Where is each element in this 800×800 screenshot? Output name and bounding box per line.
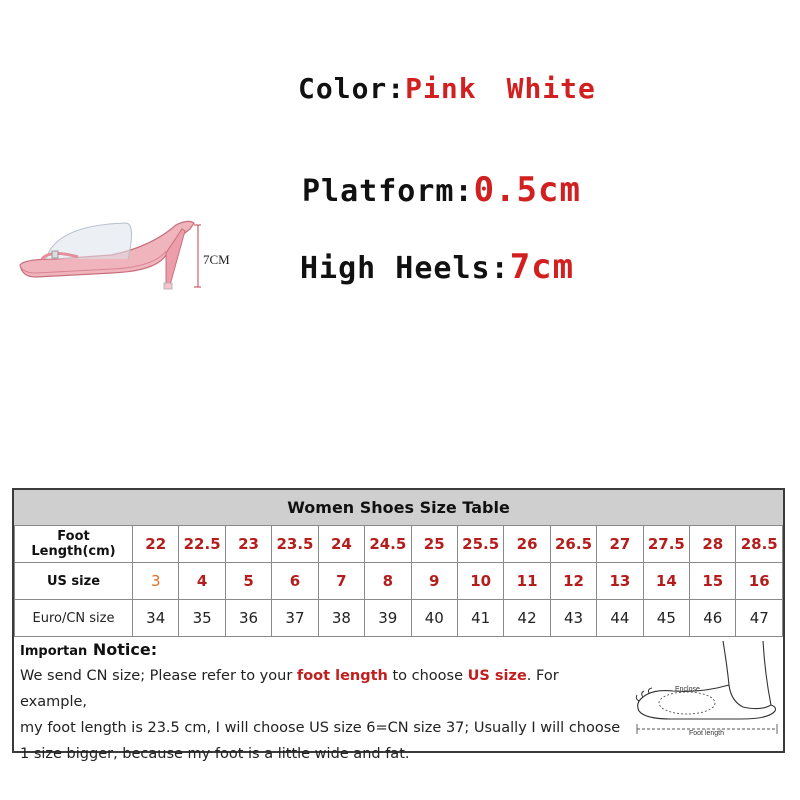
table-cell: 3 (133, 563, 179, 600)
table-cell: 23.5 (272, 526, 318, 563)
row-header: Foot Length(cm) (15, 526, 133, 563)
foot-diagram-image (631, 635, 783, 747)
table-cell: 41 (457, 600, 503, 637)
notice-line-3: 1 size bigger, because my foot is a little wide and fat. (20, 746, 410, 762)
row-header: US size (15, 563, 133, 600)
table-cell: 6 (272, 563, 318, 600)
notice-title-prefix: Importan (20, 644, 88, 659)
table-cell: 46 (690, 600, 736, 637)
table-cell: 38 (318, 600, 364, 637)
table-cell: 37 (272, 600, 318, 637)
color-value-pink: Pink (405, 72, 477, 105)
sandal-image (16, 215, 201, 295)
heel-value: 7cm (509, 247, 575, 287)
table-cell: 22.5 (179, 526, 225, 563)
table-cell: 23 (225, 526, 271, 563)
heel-label: High Heels: (300, 251, 510, 286)
table-cell: 16 (736, 563, 783, 600)
table-cell: 27.5 (643, 526, 689, 563)
notice-title (20, 640, 157, 659)
us-size-highlight: US size (467, 668, 527, 684)
table-cell: 26.5 (550, 526, 596, 563)
heel-spec (300, 247, 574, 287)
platform-label: Platform: (302, 174, 474, 209)
table-cell: 25.5 (457, 526, 503, 563)
table-row-euro-size (15, 600, 783, 637)
heel-dimension-label: 7CM (203, 252, 230, 267)
size-grid (14, 525, 783, 637)
table-row-us-size (15, 563, 783, 600)
table-cell: 26 (504, 526, 550, 563)
table-cell: 24 (318, 526, 364, 563)
table-cell: 13 (597, 563, 643, 600)
table-cell: 42 (504, 600, 550, 637)
table-cell: 35 (179, 600, 225, 637)
table-cell: 36 (225, 600, 271, 637)
table-title: Women Shoes Size Table (14, 490, 783, 526)
color-label: Color: (298, 72, 406, 105)
table-cell: 12 (550, 563, 596, 600)
notice-title-main: Notice: (87, 640, 158, 659)
table-cell: 44 (597, 600, 643, 637)
color-value-white: White (506, 72, 596, 105)
table-cell: 43 (550, 600, 596, 637)
table-cell: 22 (133, 526, 179, 563)
table-cell: 28 (690, 526, 736, 563)
notice-text-part: We send CN size; Please refer to your (20, 668, 297, 684)
size-table (12, 488, 785, 762)
table-cell: 24.5 (365, 526, 411, 563)
important-notice (14, 635, 783, 762)
table-cell: 11 (504, 563, 550, 600)
table-cell: 9 (411, 563, 457, 600)
table-cell: 7 (318, 563, 364, 600)
table-cell: 45 (643, 600, 689, 637)
platform-value: 0.5cm (473, 170, 581, 210)
notice-text-part: . For example, (20, 668, 559, 710)
foot-length-label: Foot length (689, 730, 725, 737)
table-cell: 34 (133, 600, 179, 637)
row-header: Euro/CN size (15, 600, 133, 637)
table-cell: 8 (365, 563, 411, 600)
enclose-label: Enclose (675, 686, 700, 693)
table-cell: 25 (411, 526, 457, 563)
table-cell: 10 (457, 563, 503, 600)
table-cell: 39 (365, 600, 411, 637)
platform-spec (302, 170, 581, 210)
notice-line-1 (20, 663, 630, 715)
table-cell: 5 (225, 563, 271, 600)
color-spec (298, 72, 596, 105)
table-cell: 40 (411, 600, 457, 637)
table-cell: 28.5 (736, 526, 783, 563)
table-cell: 27 (597, 526, 643, 563)
notice-text-part: to choose (387, 668, 468, 684)
table-cell: 14 (643, 563, 689, 600)
foot-length-highlight: foot length (296, 668, 388, 684)
table-row-foot-length (15, 526, 783, 563)
table-cell: 4 (179, 563, 225, 600)
table-cell: 15 (690, 563, 736, 600)
notice-line-2: my foot length is 23.5 cm, I will choose US size 6=CN size 37; Usually I will choose (20, 720, 621, 736)
notice-text (20, 663, 630, 767)
table-cell: 47 (736, 600, 783, 637)
